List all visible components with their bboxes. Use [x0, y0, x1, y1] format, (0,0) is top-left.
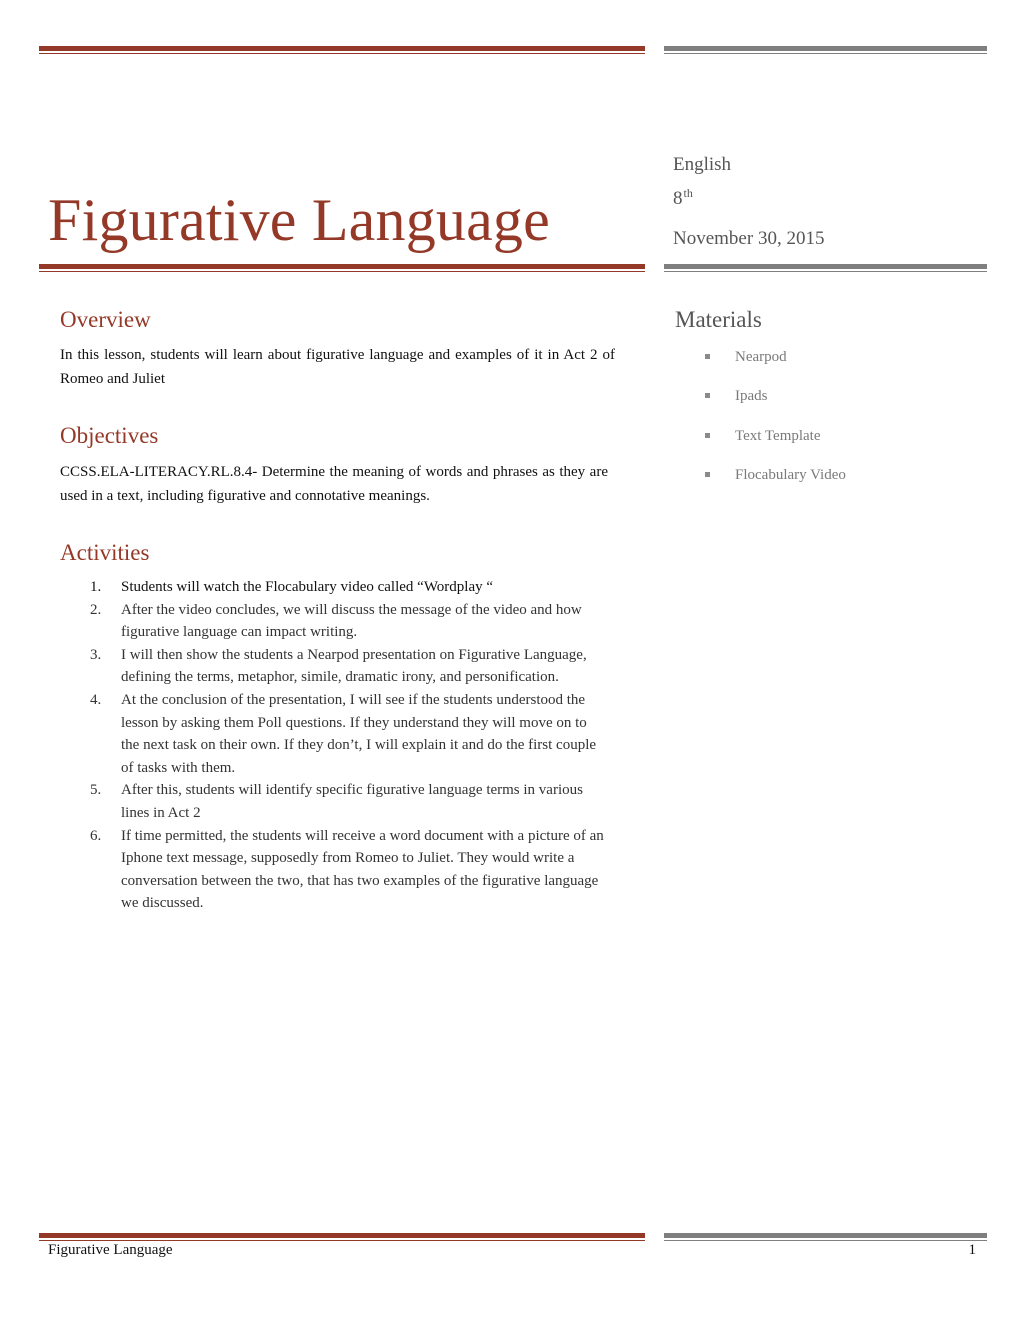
top-rule-right [664, 46, 987, 51]
overview-heading: Overview [60, 307, 151, 332]
activities-list [60, 576, 620, 915]
square-bullet-icon [705, 354, 710, 359]
materials-heading: Materials [675, 307, 762, 332]
materials-list [705, 345, 846, 502]
list-text: Students will watch the Flocabulary video called “Wordplay “ [121, 579, 494, 595]
title-rule-right [664, 264, 987, 269]
square-bullet-icon [705, 472, 710, 477]
list-item [60, 825, 607, 915]
list-item [60, 576, 607, 599]
footer-rule-right [664, 1233, 987, 1238]
material-label: Nearpod [735, 349, 787, 365]
page-title: Figurative Language [48, 187, 550, 253]
list-number: 1. [90, 579, 102, 595]
footer-rule-left [39, 1233, 645, 1238]
title-rule-left [39, 264, 645, 269]
list-item [60, 689, 607, 779]
list-number: 3. [90, 646, 102, 663]
material-item [705, 463, 846, 502]
list-number: 4. [90, 691, 102, 708]
list-text: After the video concludes, we will discuss the message of the video and how figurative language can impact writing. [121, 601, 582, 641]
square-bullet-icon [705, 433, 710, 438]
list-text: If time permitted, the students will receive a word document with a picture of an Iphone text message, supposedly from Romeo to Juliet. They would write a conversation between the two, that has two examples of the figurative language we discussed. [121, 827, 604, 912]
list-number: 2. [90, 601, 102, 618]
footer-title: Figurative Language [48, 1242, 173, 1258]
grade-suffix: th [683, 186, 693, 200]
grade-number: 8 [673, 188, 683, 209]
list-text: After this, students will identify specific figurative language terms in various lines in Act 2 [121, 782, 583, 821]
grade-text [673, 186, 693, 209]
list-item [60, 599, 607, 644]
list-text: At the conclusion of the presentation, I will see if the students understood the lesson by asking them Poll questions. If they understand they will move on to the next task on their own. If they don’t, I will explain it and do the first couple of tasks with them. [121, 691, 597, 776]
activities-heading: Activities [60, 540, 150, 565]
date-text: November 30, 2015 [673, 228, 825, 249]
material-item [705, 424, 846, 463]
overview-text: In this lesson, students will learn about figurative language and examples of it in Act 2 of Romeo and Juliet [60, 347, 615, 387]
page-number: 1 [968, 1242, 976, 1258]
square-bullet-icon [705, 393, 710, 398]
subject-text: English [673, 154, 732, 175]
list-number: 6. [90, 827, 102, 844]
objectives-text: CCSS.ELA-LITERACY.RL.8.4- Determine the meaning of words and phrases as they are used in a text, including figurative and connotative meanings. [60, 464, 608, 504]
list-item [60, 644, 607, 689]
material-item [705, 384, 846, 423]
list-item [60, 779, 607, 824]
material-label: Flocabulary Video [735, 466, 846, 483]
material-label: Ipads [735, 388, 768, 405]
list-text: I will then show the students a Nearpod presentation on Figurative Language, defining the terms, metaphor, simile, dramatic irony, and personification. [121, 646, 587, 686]
list-number: 5. [90, 782, 102, 799]
material-label: Text Template [735, 427, 821, 444]
material-item [705, 345, 846, 384]
objectives-heading: Objectives [60, 423, 159, 448]
top-rule-left [39, 46, 645, 51]
